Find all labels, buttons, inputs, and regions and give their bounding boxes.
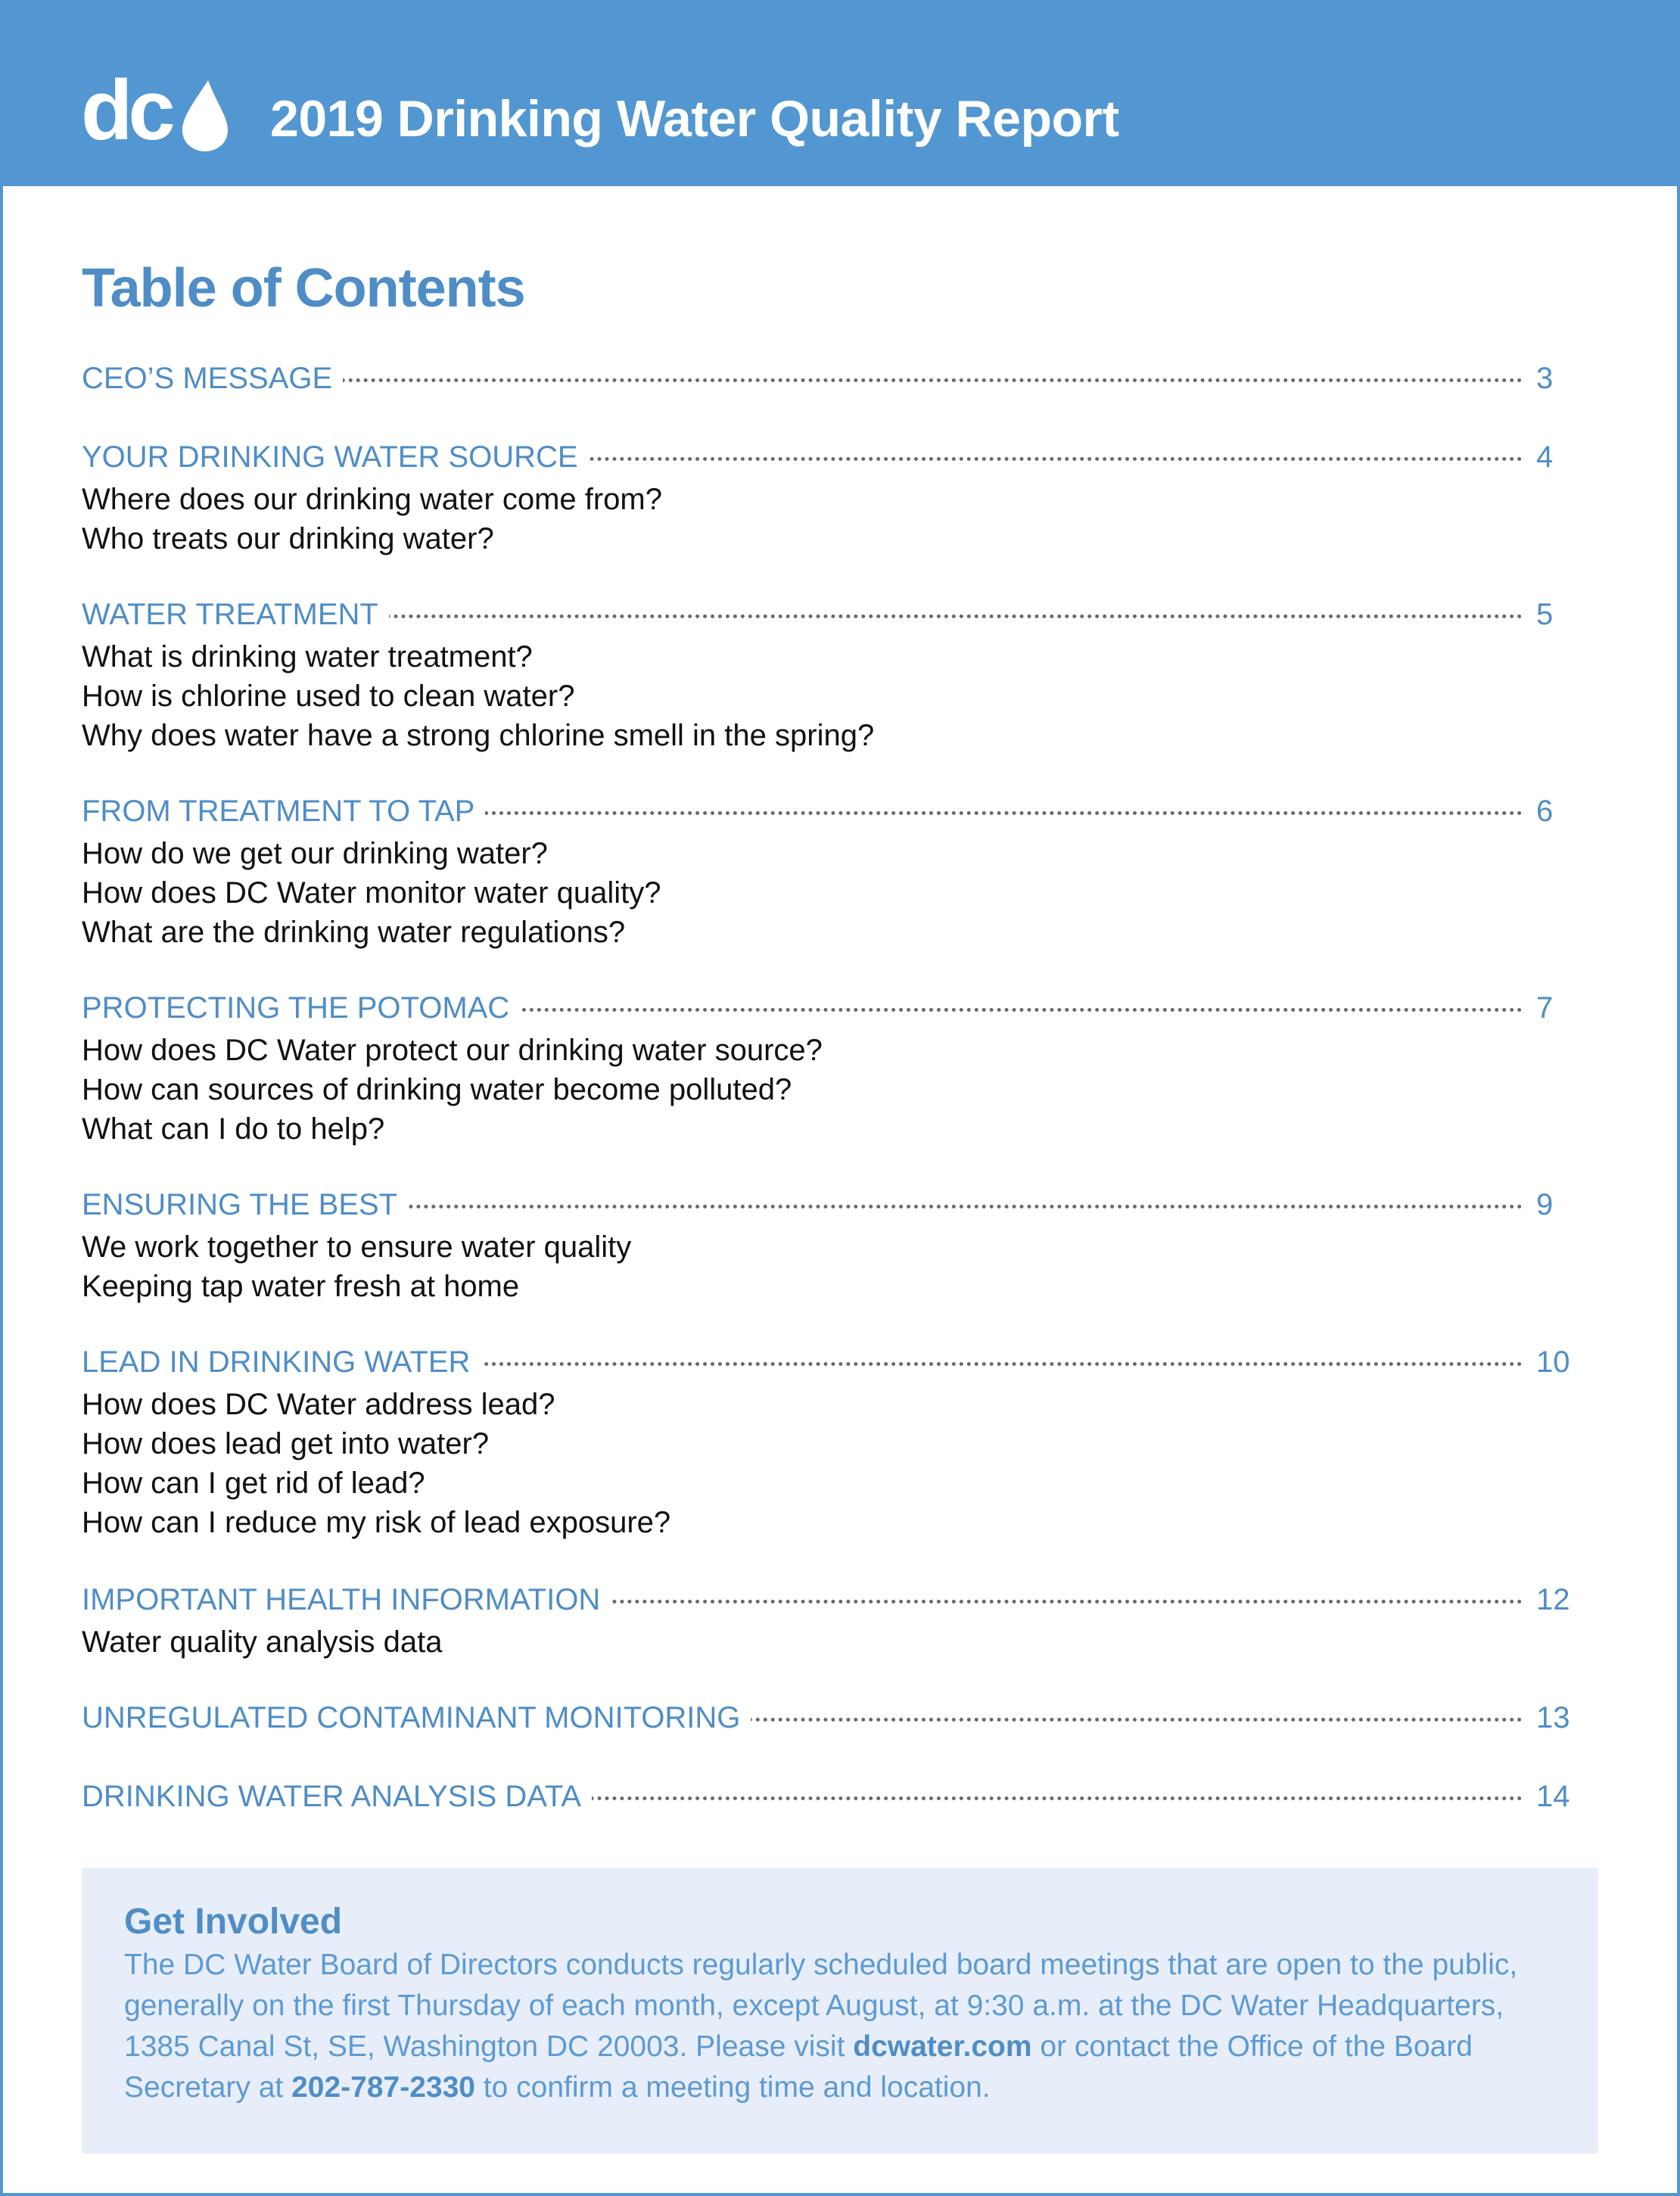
toc-subitem: Why does water have a strong chlorine smell in the spring? — [82, 719, 875, 752]
toc-entry — [0, 356, 1680, 401]
get-involved-text-end: to confirm a meeting time and location. — [474, 2071, 991, 2104]
toc-page-number: 4 — [1532, 434, 1553, 480]
toc-subitem: How does DC Water protect our drinking water source? — [82, 1034, 823, 1067]
website-link[interactable]: dcwater.com — [853, 2030, 1032, 2063]
toc-entry-title: WATER TREATMENT — [82, 592, 389, 637]
toc-subitem: How can sources of drinking water become polluted? — [82, 1073, 792, 1106]
toc-entry-title: UNREGULATED CONTAMINANT MONITORING — [82, 1695, 751, 1740]
toc-subitem: Keeping tap water fresh at home — [82, 1270, 520, 1303]
toc-page-number: 12 — [1532, 1577, 1570, 1622]
toc-page-number: 13 — [1532, 1695, 1570, 1740]
toc-entry — [0, 985, 1680, 1149]
toc-page-number: 10 — [1532, 1339, 1570, 1385]
toc-subitem: How is chlorine used to clean water? — [82, 680, 575, 713]
toc-subitem: How does DC Water address lead? — [82, 1388, 555, 1421]
toc-subitem: What is drinking water treatment? — [82, 640, 533, 673]
toc-subitem: We work together to ensure water quality — [82, 1230, 632, 1264]
report-title: 2019 Drinking Water Quality Report — [270, 90, 1119, 148]
phone-number[interactable]: 202-787-2330 — [291, 2071, 475, 2104]
toc-entry — [0, 1695, 1680, 1740]
toc-entry-head[interactable] — [0, 1577, 1680, 1622]
report-header — [0, 0, 1680, 186]
toc-subitem: How can I reduce my risk of lead exposure? — [82, 1506, 671, 1539]
toc-subitem: How does lead get into water? — [82, 1427, 490, 1460]
toc-page-number: 9 — [1532, 1182, 1553, 1227]
dc-water-logo — [81, 70, 232, 153]
toc-entry — [0, 1577, 1680, 1662]
toc-entry-title: IMPORTANT HEALTH INFORMATION — [82, 1577, 611, 1622]
toc-page-number: 6 — [1532, 789, 1553, 834]
toc-subitem: How can I get rid of lead? — [82, 1467, 425, 1500]
toc-entry-title: DRINKING WATER ANALYSIS DATA — [82, 1774, 592, 1819]
toc-subitem: Where does our drinking water come from? — [82, 483, 662, 516]
toc-entry-head[interactable] — [0, 1695, 1680, 1740]
toc-entry-title: YOUR DRINKING WATER SOURCE — [82, 434, 589, 480]
toc-entry — [0, 1774, 1680, 1819]
toc-entry — [0, 789, 1680, 952]
toc-entry-title: PROTECTING THE POTOMAC — [82, 985, 520, 1031]
toc-entry-head[interactable] — [0, 789, 1680, 834]
toc-entry-head[interactable] — [0, 1339, 1680, 1385]
toc-entry-head[interactable] — [0, 592, 1680, 637]
toc-entry — [0, 1182, 1680, 1306]
toc-subitem: What are the drinking water regulations? — [82, 916, 626, 949]
toc-entry-head[interactable] — [0, 1774, 1680, 1819]
toc-entry-head[interactable] — [0, 434, 1680, 480]
toc-entry-title: CEO’S MESSAGE — [82, 356, 343, 401]
toc-entry — [0, 1339, 1680, 1542]
toc-entry-head[interactable] — [0, 985, 1680, 1031]
get-involved-text-contact: or contact the Office of the Board Secretary at — [124, 2030, 1473, 2104]
toc-page-number: 3 — [1532, 356, 1553, 401]
toc-entry — [0, 592, 1680, 755]
toc-subitem: Who treats our drinking water? — [82, 522, 494, 555]
toc-subitem: What can I do to help? — [82, 1112, 385, 1146]
toc-entry-title: ENSURING THE BEST — [82, 1182, 408, 1227]
toc-entry-head[interactable] — [0, 356, 1680, 401]
toc-subitem: How does DC Water monitor water quality? — [82, 876, 661, 910]
toc-page-number: 7 — [1532, 985, 1553, 1031]
svg-text:dc: dc — [81, 70, 171, 153]
toc-subitem: Water quality analysis data — [82, 1625, 443, 1659]
toc-subitem: How do we get our drinking water? — [82, 837, 548, 870]
get-involved-panel — [82, 1868, 1598, 2154]
toc-entry-title: LEAD IN DRINKING WATER — [82, 1339, 481, 1385]
toc-entry-title: FROM TREATMENT TO TAP — [82, 789, 485, 834]
toc-entry-head[interactable] — [0, 1182, 1680, 1227]
toc-page-number: 14 — [1532, 1774, 1570, 1819]
get-involved-text-intro: The DC Water Board of Directors conducts regularly scheduled board meetings that are open to the public, generally on the first Thursday of each month, except August, at 9:30 a.m. at the DC Water Headquarters, 1385 Canal St, SE, Washington DC 20003. Please visit — [124, 1949, 1518, 2063]
toc-entry — [0, 434, 1680, 558]
toc-title: Table of Contents — [82, 258, 525, 319]
get-involved-title: Get Involved — [124, 1902, 343, 1942]
toc-page-number: 5 — [1532, 592, 1553, 637]
get-involved-text — [124, 1945, 1577, 2108]
